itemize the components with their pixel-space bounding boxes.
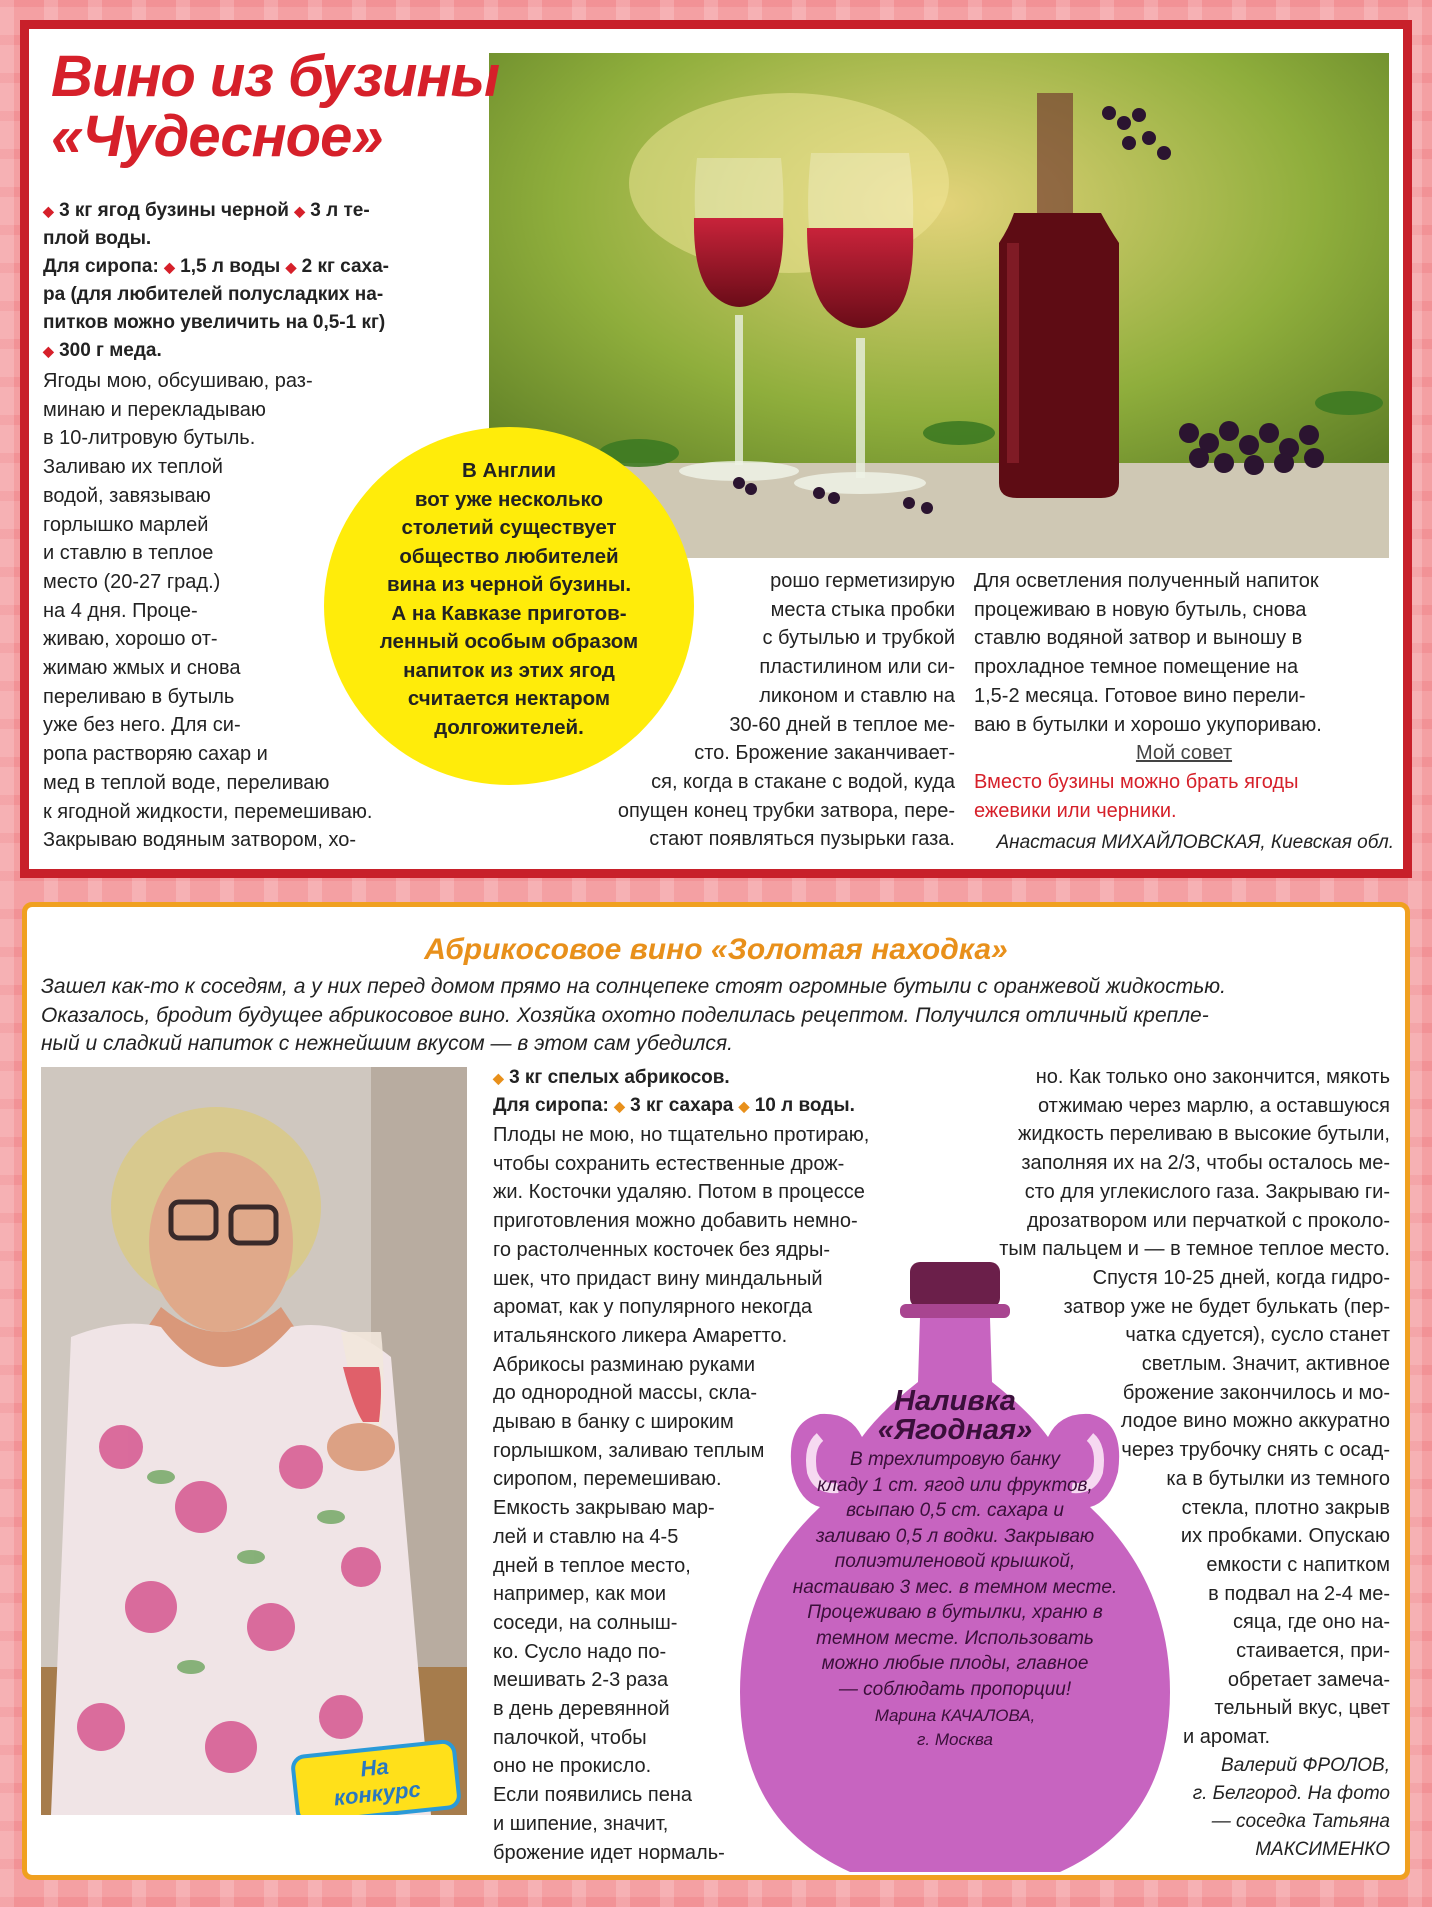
text-line: ка в бутылки из темного xyxy=(1166,1467,1390,1490)
text-line: в 10-литровую бутыль. xyxy=(43,427,256,450)
text-line: с бутылью и трубкой xyxy=(762,627,955,650)
text-line: в день деревянной xyxy=(493,1698,670,1721)
badge-line: вот уже несколько xyxy=(414,487,604,511)
badge-line: долгожителей. xyxy=(434,715,584,739)
signature-line: г. Белгород. На фото xyxy=(1192,1782,1390,1804)
ingredient-elderberry: 3 кг ягод бузины черной xyxy=(59,200,289,221)
text-line: горлышко марлей xyxy=(43,513,209,536)
ingredient-syrup-water: 1,5 л воды xyxy=(180,256,281,277)
signature-line: МАКСИМЕНКО xyxy=(1255,1838,1390,1860)
text-line: шек, что придаст вину миндальный xyxy=(493,1267,823,1290)
text-line: водой, завязываю xyxy=(43,484,211,507)
text-line: но. Как только оно закончится, мякоть xyxy=(1035,1066,1390,1088)
signature-line: — соседка Татьяна xyxy=(1211,1810,1390,1832)
text-line: затвор уже не будет булькать (пер- xyxy=(1063,1295,1390,1318)
berry-liqueur-sidebar xyxy=(730,1262,1180,1882)
badge-line: вина из черной бузины. xyxy=(386,573,632,596)
syrup-label: Для сиропа: xyxy=(43,256,159,277)
text-line: обретает замеча- xyxy=(1227,1668,1390,1691)
text-line: тым пальцем и — в темное теплое место. xyxy=(999,1238,1390,1261)
article1-title xyxy=(51,44,500,169)
badge-line: считается нектаром xyxy=(407,687,611,710)
sidebar-author-line: г. Москва xyxy=(917,1730,993,1749)
article1-column3 xyxy=(974,567,1394,858)
sidebar-title-line: Наливка xyxy=(894,1385,1016,1417)
tip-title: Мой совет xyxy=(1135,742,1233,765)
contest-badge-line: конкурс xyxy=(332,1776,422,1811)
text-line: место (20-27 град.) xyxy=(43,570,221,593)
syrup-label: Для сиропа: xyxy=(493,1095,609,1116)
ingredient-sugar-part3: питков можно увеличить на 0,5-1 кг) xyxy=(43,312,386,333)
text-line: стаивается, при- xyxy=(1236,1640,1390,1663)
text-line: сиропом, перемешиваю. xyxy=(493,1468,722,1491)
text-line: 1,5-2 месяца. Готовое вино перели- xyxy=(974,684,1306,707)
text-line: рошо герметизирую xyxy=(770,570,955,592)
text-line: соседи, на солныш- xyxy=(493,1611,678,1634)
sidebar-line: Процеживаю в бутылки, храню в xyxy=(807,1602,1103,1623)
tip-line: Вместо бузины можно брать ягоды xyxy=(974,770,1299,793)
text-line: Емкость закрываю мар- xyxy=(493,1497,715,1520)
article1-column2 xyxy=(499,567,955,854)
text-line: жимаю жмых и снова xyxy=(43,657,241,680)
badge-line: ленный особым образом xyxy=(379,630,639,653)
text-line: жи. Косточки удаляю. Потом в процессе xyxy=(493,1181,865,1204)
title-line-1: Вино из бузины xyxy=(51,44,500,109)
text-line: дываю в банку с широким xyxy=(493,1411,734,1434)
text-line: ко. Сусло надо по- xyxy=(493,1640,667,1663)
text-line: брожение закончилось и мо- xyxy=(1122,1381,1390,1404)
text-line: емкости с напитком xyxy=(1206,1553,1390,1576)
ingredient-sugar: 3 кг сахара xyxy=(630,1095,734,1116)
sidebar-line: — соблюдать пропорции! xyxy=(838,1678,1072,1700)
sidebar-line: полиэтиленовой крышкой, xyxy=(834,1551,1076,1572)
text-line: Закрываю водяным затвором, хо- xyxy=(43,829,357,852)
intro-line: Зашел как-то к соседям, а у них перед домом прямо на солнцепеке стоят огромные бутыли с оранжевой жидкостью. xyxy=(41,975,1226,998)
sidebar-line: заливаю 0,5 л водки. Закрываю xyxy=(815,1525,1095,1547)
intro-line: Оказалось, бродит будущее абрикосовое вино. Хозяйка охотно поделилась рецептом. Получился отличный крепле- xyxy=(41,1003,1209,1027)
text-line: Ягоды мою, обсушиваю, раз- xyxy=(43,370,313,392)
sidebar-title-line: «Ягодная» xyxy=(877,1414,1033,1446)
text-line: стают появляться пузырьки газа. xyxy=(649,828,955,851)
text-line: итальянского ликера Амаретто. xyxy=(493,1324,788,1347)
sidebar-line: темном месте. Использовать xyxy=(816,1627,1094,1649)
sidebar-content xyxy=(760,1387,1150,1752)
ingredient-water: 10 л воды. xyxy=(754,1095,855,1116)
text-line: Абрикосы разминаю руками xyxy=(493,1353,756,1376)
text-line: тельный вкус, цвет xyxy=(1214,1697,1390,1720)
text-line: процеживаю в новую бутыль, снова xyxy=(974,598,1307,621)
ingredient-apricots: 3 кг спелых абрикосов. xyxy=(509,1067,730,1088)
text-line: аромат, как у популярного некогда xyxy=(493,1296,813,1319)
text-line: пластилином или си- xyxy=(759,656,955,679)
sidebar-line: настаиваю 3 мес. в темном месте. xyxy=(792,1576,1118,1598)
text-line: мешивать 2-3 раза xyxy=(493,1669,669,1692)
text-line: Для осветления полученный напиток xyxy=(974,570,1319,592)
text-line: сяца, где оно на- xyxy=(1233,1611,1390,1634)
sidebar-line: всыпаю 0,5 ст. сахара и xyxy=(846,1500,1064,1521)
text-line: приготовления можно добавить немно- xyxy=(493,1210,858,1233)
text-line: прохладное темное помещение на xyxy=(974,656,1299,679)
badge-line: А на Кавказе приготов- xyxy=(391,601,627,625)
text-line: чатка сдуется), сусло станет xyxy=(1125,1324,1390,1347)
text-line: жидкость переливаю в высокие бутыли, xyxy=(1018,1123,1390,1146)
title-line-2: «Чудесное» xyxy=(51,104,383,169)
text-line: живаю, хорошо от- xyxy=(43,628,218,651)
text-line: уже без него. Для си- xyxy=(43,714,241,737)
ingredient-sugar-part2: ра (для любителей полусладких на- xyxy=(43,284,384,305)
text-line: 30-60 дней в теплое ме- xyxy=(729,713,955,736)
sidebar-line: В трехлитровую банку xyxy=(850,1449,1060,1470)
article1-signature: Анастасия МИХАЙЛОВСКАЯ, Киевская обл. xyxy=(996,832,1394,854)
text-line: в подвал на 2-4 ме- xyxy=(1208,1582,1390,1605)
intro-line: ный и сладкий напиток с нежнейшим вкусом — в этом сам убедился. xyxy=(41,1032,733,1055)
text-line: и аромат. xyxy=(1182,1726,1270,1749)
article1-panel xyxy=(29,29,1403,869)
text-line: Плоды не мою, но тщательно протираю, xyxy=(493,1124,870,1146)
text-line: стекла, плотно закрыв xyxy=(1181,1496,1390,1519)
text-line: лей и ставлю на 4-5 xyxy=(493,1525,679,1548)
text-line: их пробками. Опускаю xyxy=(1180,1525,1390,1548)
text-line: на 4 дня. Проце- xyxy=(43,599,198,622)
text-line: ваю в бутылки и хорошо укупориваю. xyxy=(974,713,1322,736)
text-line: до однородной массы, скла- xyxy=(493,1382,758,1405)
article2-intro xyxy=(41,973,1391,1059)
ingredient-water-part2: плой воды. xyxy=(43,228,152,249)
text-line: Спустя 10-25 дней, когда гидро- xyxy=(1092,1266,1390,1289)
text-line: сто для углекислого газа. Закрываю ги- xyxy=(1024,1180,1390,1203)
woman-photo xyxy=(41,1067,467,1815)
text-line: например, как мои xyxy=(493,1583,667,1606)
text-line: го растолченных косточек без ядры- xyxy=(493,1238,831,1261)
text-line: опущен конец трубки затвора, пере- xyxy=(617,799,955,822)
text-line: и шипение, значит, xyxy=(493,1812,669,1835)
text-line: лодое вино можно аккуратно xyxy=(1120,1410,1390,1433)
text-line: места стыка пробки xyxy=(770,598,955,621)
article2-ingredients: ◆ 3 кг спелых абрикосов. Для сиропа: ◆ 3 кг сахара ◆ 10 л воды. xyxy=(493,1067,855,1116)
text-line: и ставлю в теплое xyxy=(43,542,214,565)
text-line: дней в теплое место, xyxy=(493,1554,691,1577)
text-line: отжимаю через марлю, а оставшуюся xyxy=(1037,1094,1390,1117)
badge-line: столетий существует xyxy=(401,516,617,539)
text-line: заполняя их на 2/3, чтобы осталось ме- xyxy=(1021,1152,1390,1175)
text-line: ся, когда в стакане с водой, куда xyxy=(651,770,955,793)
badge-line: напиток из этих ягод xyxy=(403,658,615,682)
text-line: оно не прокисло. xyxy=(493,1755,652,1778)
sidebar-line: кладу 1 ст. ягод или фруктов, xyxy=(817,1474,1093,1496)
text-line: сто. Брожение заканчивает- xyxy=(694,742,955,765)
text-line: мед в теплой воде, переливаю xyxy=(43,771,330,794)
text-line: брожение идет нормаль- xyxy=(493,1841,725,1864)
article2-frame xyxy=(22,902,1410,1880)
article2-title: Абрикосовое вино «Золотая находка» xyxy=(424,933,1008,966)
ingredient-honey: 300 г меда. xyxy=(59,340,162,361)
text-line: ропа растворяю сахар и xyxy=(43,743,268,766)
badge-line: В Англии xyxy=(462,459,556,482)
text-line: дрозатвором или перчаткой с проколо- xyxy=(1026,1209,1390,1232)
text-line: ликоном и ставлю на xyxy=(759,684,955,707)
article1-ingredients: ◆ 3 кг ягод бузины черной ◆ 3 л те- плой воды. Для сиропа: ◆ 1,5 л воды ◆ 2 кг саха- ра (для любителей полусладких на- питков можно увеличить на 0,5-1 кг) ◆ 300 г меда. xyxy=(43,197,473,365)
text-line: палочкой, чтобы xyxy=(493,1726,647,1749)
sidebar-line: можно любые плоды, главное xyxy=(821,1653,1089,1674)
text-line: к ягодной жидкости, перемешиваю. xyxy=(43,800,373,823)
ingredient-sugar-part1: 2 кг саха- xyxy=(301,256,389,277)
ingredient-water-part1: 3 л те- xyxy=(310,200,370,221)
text-line: чтобы сохранить естественные дрож- xyxy=(493,1152,845,1175)
tip-line: ежевики или черники. xyxy=(974,799,1177,822)
sidebar-author-line: Марина КАЧАЛОВА, xyxy=(874,1706,1036,1725)
text-line: переливаю в бутыль xyxy=(43,685,235,708)
signature-line: Валерий ФРОЛОВ, xyxy=(1221,1754,1390,1776)
text-line: минаю и перекладываю xyxy=(43,398,266,421)
text-line: светлым. Значит, активное xyxy=(1141,1353,1390,1376)
contest-badge-line: На xyxy=(359,1753,390,1782)
text-line: через трубочку снять с осад- xyxy=(1121,1439,1390,1462)
text-line: Заливаю их теплой xyxy=(43,456,223,479)
text-line: Если появились пена xyxy=(493,1784,693,1807)
text-line: ставлю водяной затвор и выношу в xyxy=(974,627,1303,650)
woman-with-glass-illustration xyxy=(41,1067,467,1815)
text-line: горлышком, заливаю теплым xyxy=(493,1439,765,1462)
article1-frame xyxy=(20,20,1412,878)
badge-line: общество любителей xyxy=(399,544,619,568)
